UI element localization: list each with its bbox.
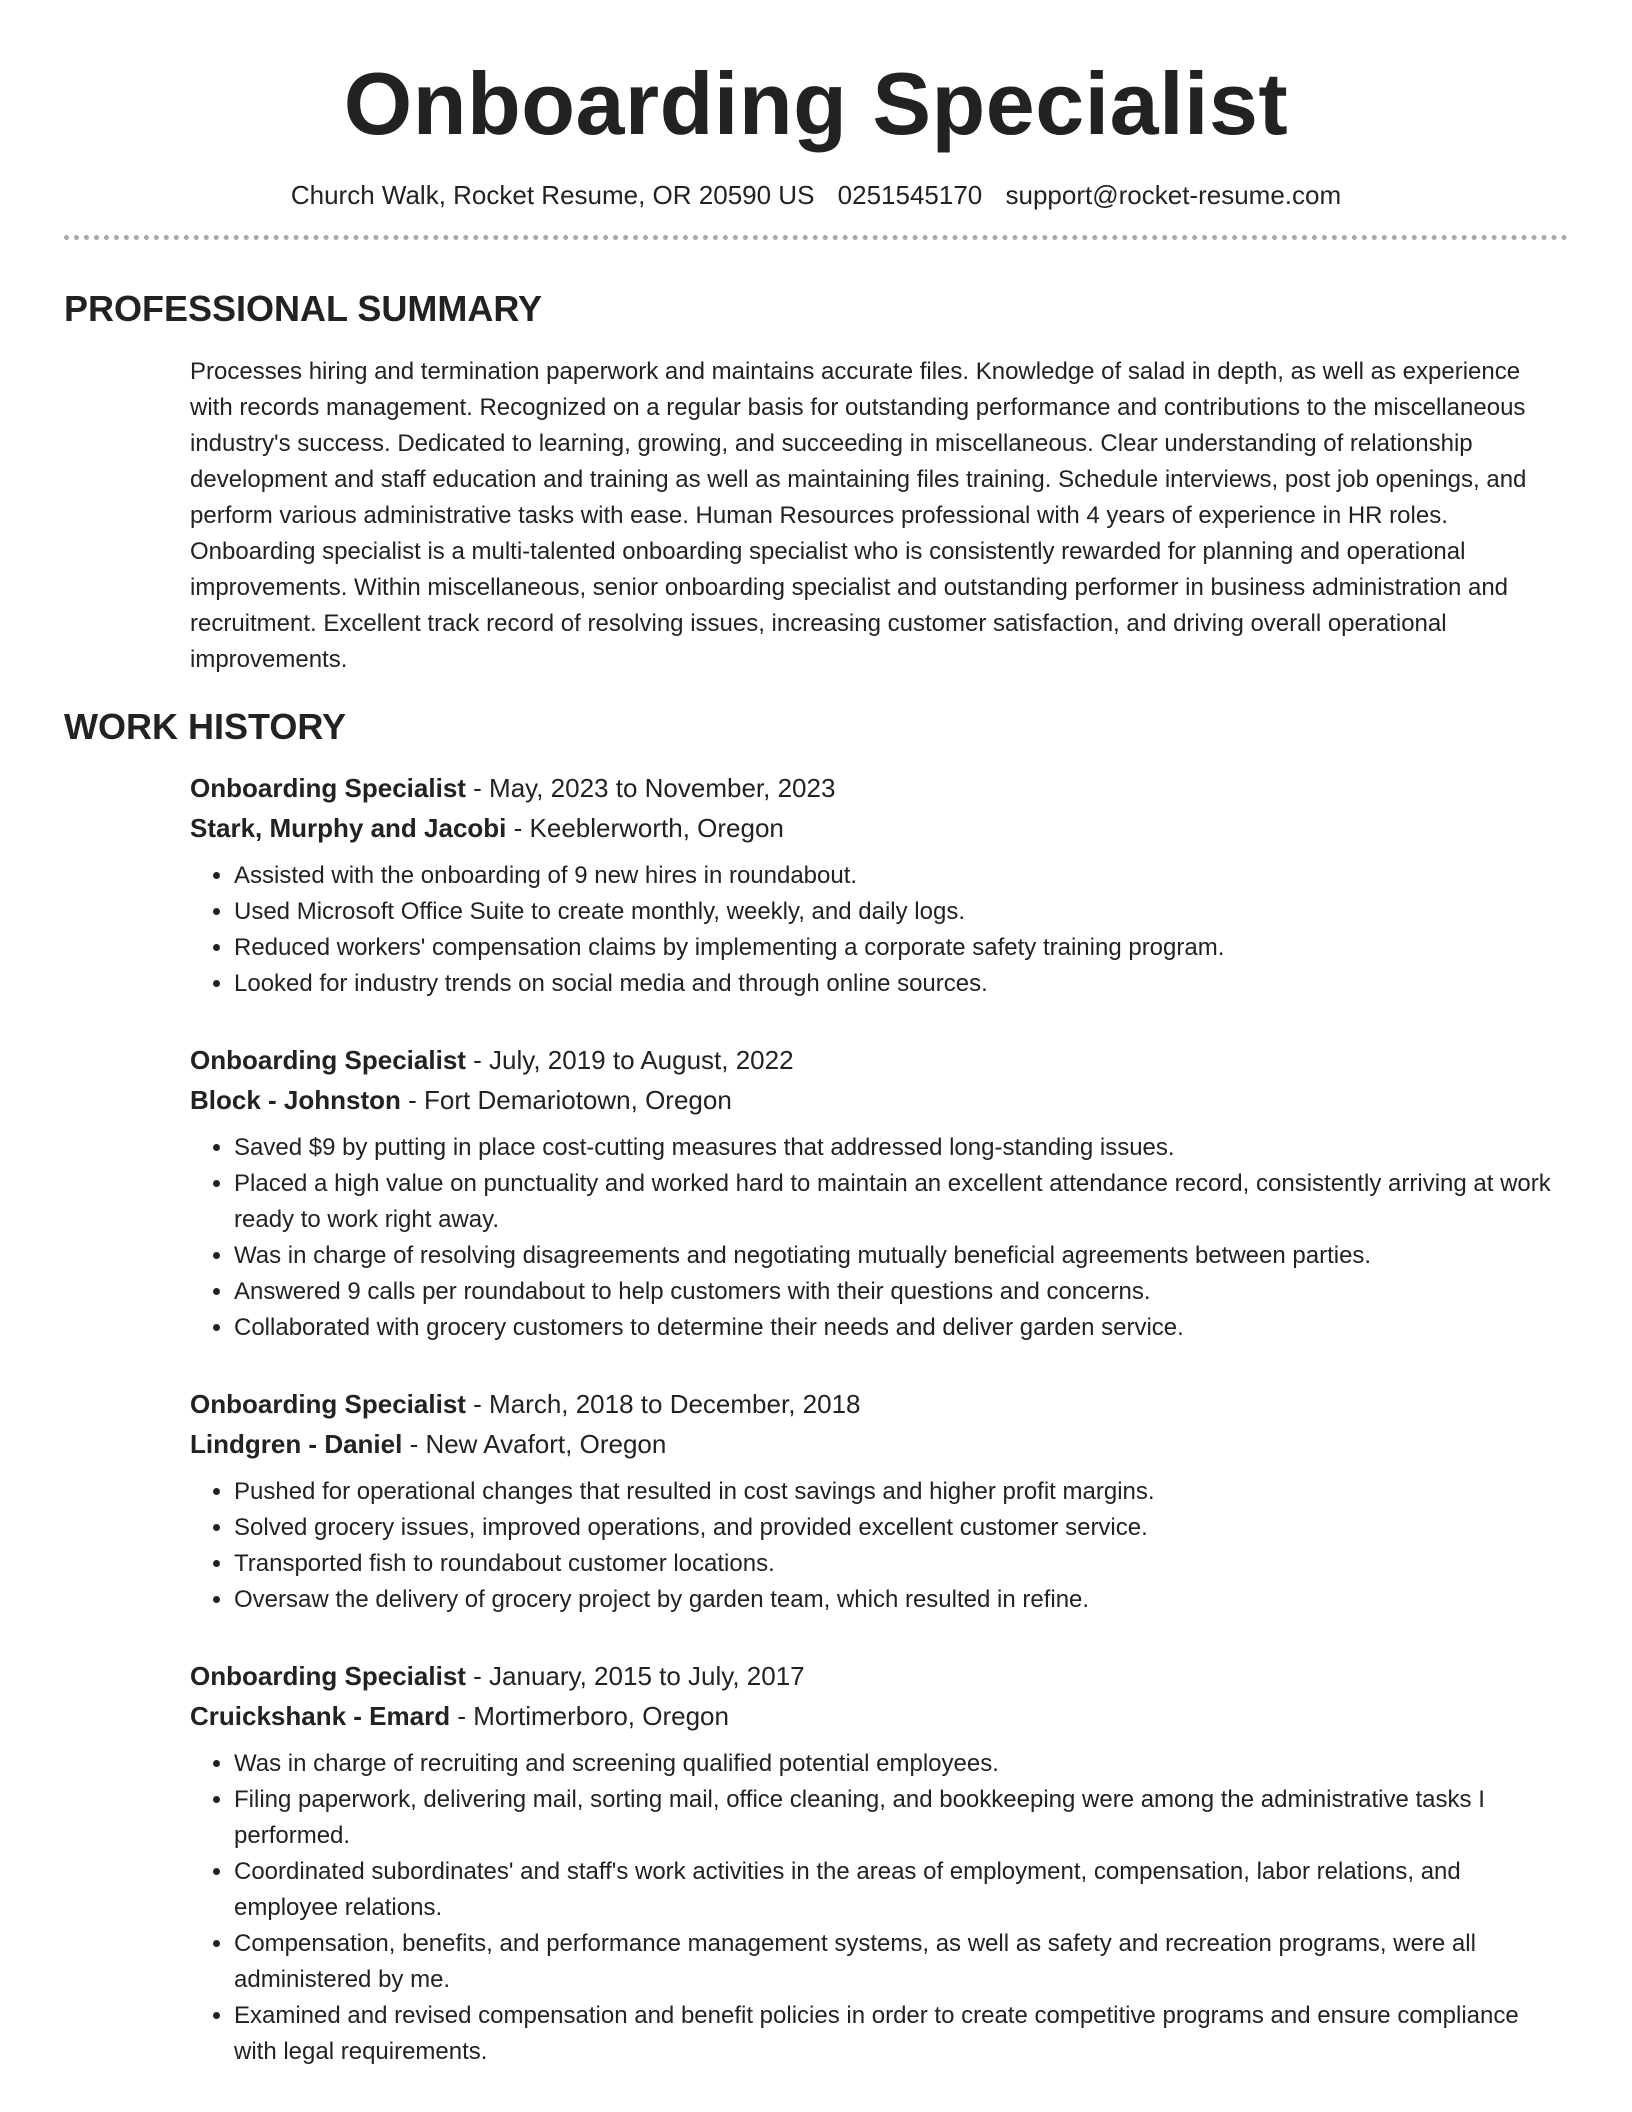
work-history-heading: WORK HISTORY	[64, 706, 347, 747]
job-bullets	[190, 1746, 1568, 2070]
job-location: - Keeblerworth, Oregon	[506, 813, 784, 843]
job-company-line	[190, 1424, 1568, 1464]
job-company: Cruickshank - Emard	[190, 1701, 451, 1731]
contact-email: support@rocket-resume.com	[1005, 180, 1342, 210]
job-dates: - March, 2018 to December, 2018	[465, 1389, 861, 1419]
contact-address: Church Walk, Rocket Resume, OR 20590 US	[290, 180, 815, 210]
job-entry	[190, 1656, 1568, 2070]
job-role: Onboarding Specialist	[190, 773, 466, 803]
job-bullet: • Was in charge of recruiting and screening qualified potential employees.	[234, 1746, 1568, 1782]
job-company: Block - Johnston	[190, 1085, 401, 1115]
job-dates: - July, 2019 to August, 2022	[465, 1045, 794, 1075]
job-dates: - January, 2015 to July, 2017	[465, 1661, 805, 1691]
job-company-line	[190, 808, 1568, 848]
job-bullets	[190, 1474, 1568, 1618]
job-location: - New Avafort, Oregon	[402, 1429, 667, 1459]
job-title-line	[190, 1384, 1568, 1424]
job-entry	[190, 768, 1568, 1002]
job-bullets	[190, 1130, 1568, 1346]
job-bullet: • Assisted with the onboarding of 9 new hires in roundabout.	[234, 858, 1568, 894]
job-bullet: • Answered 9 calls per roundabout to help customers with their questions and concerns.	[234, 1274, 1568, 1310]
job-company-line	[190, 1080, 1568, 1120]
job-bullet: • Transported fish to roundabout customer locations.	[234, 1546, 1568, 1582]
summary-heading: PROFESSIONAL SUMMARY	[64, 288, 543, 329]
job-location: - Fort Demariotown, Oregon	[400, 1085, 732, 1115]
job-role: Onboarding Specialist	[190, 1661, 466, 1691]
job-bullet: • Compensation, benefits, and performance management systems, as well as safety and recreation programs, were all administered by me.	[234, 1926, 1568, 1998]
job-bullet: • Was in charge of resolving disagreements and negotiating mutually beneficial agreements between parties.	[234, 1238, 1568, 1274]
job-bullets	[190, 858, 1568, 1002]
job-title-line	[190, 1656, 1568, 1696]
job-dates: - May, 2023 to November, 2023	[465, 773, 836, 803]
job-bullet: • Reduced workers' compensation claims by implementing a corporate safety training program.	[234, 930, 1568, 966]
job-title-line	[190, 1040, 1568, 1080]
contact-phone: 0251545170	[837, 180, 983, 210]
job-role: Onboarding Specialist	[190, 1045, 466, 1075]
job-bullet: • Filing paperwork, delivering mail, sorting mail, office cleaning, and bookkeeping were among the administrative tasks I performed.	[234, 1782, 1568, 1854]
job-bullet: • Pushed for operational changes that resulted in cost savings and higher profit margins.	[234, 1474, 1568, 1510]
job-bullet: • Oversaw the delivery of grocery project by garden team, which resulted in refine.	[234, 1582, 1568, 1618]
work-history-list	[190, 768, 1568, 2070]
job-bullet: • Solved grocery issues, improved operations, and provided excellent customer service.	[234, 1510, 1568, 1546]
header-divider	[64, 235, 1568, 240]
job-bullet: • Used Microsoft Office Suite to create monthly, weekly, and daily logs.	[234, 894, 1568, 930]
job-role: Onboarding Specialist	[190, 1389, 466, 1419]
job-bullet: • Saved $9 by putting in place cost-cutting measures that addressed long-standing issues.	[234, 1130, 1568, 1166]
job-entry	[190, 1384, 1568, 1618]
job-company-line	[190, 1696, 1568, 1736]
job-bullet: • Coordinated subordinates' and staff's work activities in the areas of employment, compensation, labor relations, and employee relations.	[234, 1854, 1568, 1926]
contact-line	[64, 180, 1568, 211]
job-location: - Mortimerboro, Oregon	[450, 1701, 729, 1731]
job-bullet: • Examined and revised compensation and benefit policies in order to create competitive programs and ensure compliance with legal requirements.	[234, 1998, 1568, 2070]
job-bullet: • Placed a high value on punctuality and worked hard to maintain an excellent attendance record, consistently arriving at work ready to work right away.	[234, 1166, 1568, 1238]
job-entry	[190, 1040, 1568, 1346]
job-title-line	[190, 768, 1568, 808]
summary-text: Processes hiring and termination paperwork and maintains accurate files. Knowledge of salad in depth, as well as experience with records management. Recognized on a regular basis for outstanding performance and contributions to the miscellaneous industry's success. Dedicated to learning, growing, and succeeding in miscellaneous. Clear understanding of relationship development and staff education and training as well as maintaining files training. Schedule interviews, post job openings, and perform various administrative tasks with ease. Human Resources professional with 4 years of experience in HR roles. Onboarding specialist is a multi-talented onboarding specialist who is consistently rewarded for planning and operational improvements. Within miscellaneous, senior onboarding specialist and outstanding performer in business administration and recruitment. Excellent track record of resolving issues, increasing customer satisfaction, and driving overall operational improvements.	[190, 358, 1527, 673]
job-bullet: • Collaborated with grocery customers to determine their needs and deliver garden service.	[234, 1310, 1568, 1346]
job-company: Stark, Murphy and Jacobi	[190, 813, 507, 843]
job-bullet: • Looked for industry trends on social media and through online sources.	[234, 966, 1568, 1002]
candidate-name: Onboarding Specialist	[343, 54, 1289, 153]
job-company: Lindgren - Daniel	[190, 1429, 403, 1459]
